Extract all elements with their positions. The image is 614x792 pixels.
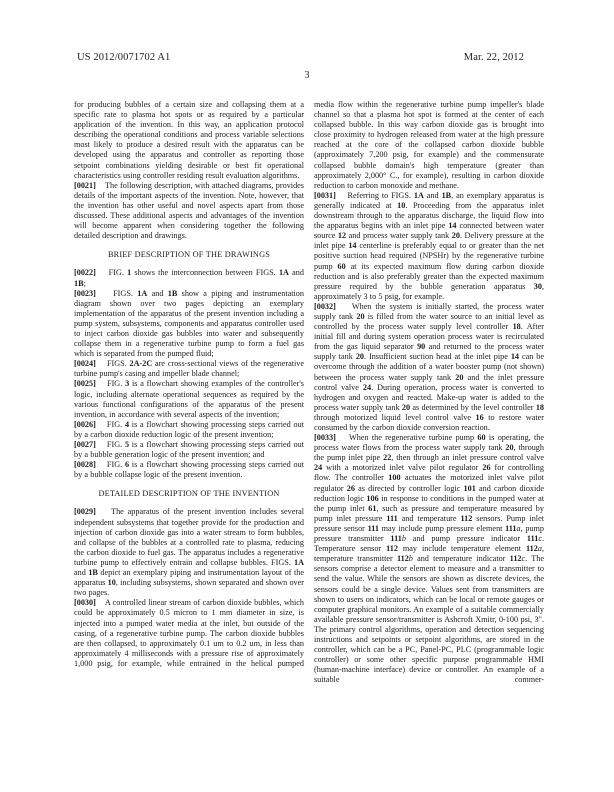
paragraph: [0031] Referring to FIGS. 1A and 1B, an exemplary apparatus is generally indicated at 10. Proceeding from the apparatus inlet downstream through to the apparatus discharge, the liquid flow into the apparatus begins with an inlet pipe 14 connected between water source 12 and process water supply tank 20. Delivery pressure at the inlet pipe 14 centerline is preferably equal to or greater than the net positive suction head required (NPSHr) by the regenerative turbine pump 60 at its expected maximum flow during carbon dioxide reduction and is also preferably greater than the expected maximum pressure required by the bubble generation apparatus 30, approximately 3 to 5 psig, for example. xyxy=(314,190,544,301)
paragraph: [0032] When the system is initially started, the process water supply tank 20 is filled from the water source to an initial level as controlled by the process water supply level controller 18. After initial fill and during system operation process water is recirculated from the gas liquid separator 90 and returned to the process water supply tank 20. Insufficient suction head at the inlet pipe 14 can be overcome through the addition of a water booster pump (not shown) between the process water supply tank 20 and the inlet pressure control valve 24. During operation, process water is converted to hydrogen and oxygen and reacted. Make-up water is added to the process water supply tank 20 as determined by the level controller 18 through motorized liquid level control valve 16 to restore water consumed by the carbon dioxide conversion reaction. xyxy=(314,301,545,432)
paragraph-number: [0031] xyxy=(314,190,336,200)
section-heading: BRIEF DESCRIPTION OF THE DRAWINGS xyxy=(108,250,270,260)
paragraph-number: [0028] xyxy=(74,460,96,470)
paragraph-number: [0030] xyxy=(74,598,96,608)
paragraph-number: [0027] xyxy=(74,440,96,449)
paragraph: [0027] FIG. 5 is a flowchart showing processing steps carried out by a bubble generation logic of the present invention; and xyxy=(74,440,305,460)
paragraph-number: [0021] xyxy=(74,180,96,190)
paragraph: [0028] FIG. 6 is a flowchart showing processing steps carried out by a bubble collapse logic of the present invention. xyxy=(74,460,305,480)
section-heading: DETAILED DESCRIPTION OF THE INVENTION xyxy=(98,489,280,499)
paragraph: [0026] FIG. 4 is a flowchart showing processing steps carried out by a carbon dioxide reduction logic of the present invention; xyxy=(74,419,305,439)
paragraph: [0023] FIGS. 1A and 1B show a piping and instrumentation diagram shown over two pages depicting an exemplary implementation of the apparatus of the present invention including a pump system, subsystems, components and apparatus controller used to inject carbon dioxide gas bubbles into water and subsequently collapse them in a regenerative turbine pump to form a fuel gas which is separated from the pumped fluid; xyxy=(74,288,304,359)
text-column-left xyxy=(74,100,304,685)
paragraph-number: [0023] xyxy=(74,288,96,298)
paragraph-number: [0033] xyxy=(314,433,336,443)
page-number: 3 xyxy=(304,70,310,81)
paragraph: media flow within the regenerative turbine pump impeller's blade channel so that a plasma hot spot is formed at the center of each collapsed bubble. In this way carbon dioxide gas is brought into close proximity to hydrogen released from water at the high pressure reached at the core of the collapsed carbon dioxide bubble (approximately 7,200 psig, for example) and the commensurate collapsed bubble domain's high temperature (greater than approximately 2,000° C., for example), resulting in carbon dioxide reduction to carbon monoxide and methane. xyxy=(314,100,544,190)
paragraph: [0024] FIGS. 2A-2C are cross-sectional views of the regenerative turbine pump's casing and impeller blade channel; xyxy=(74,359,304,379)
paragraph-number: [0025] xyxy=(74,379,96,389)
paragraph: [0022] FIG. 1 shows the interconnection between FIGS. 1A and 1B; xyxy=(74,268,304,288)
paragraph-number: [0026] xyxy=(74,419,96,429)
paragraph-number: [0032] xyxy=(314,301,336,311)
paragraph: [0033] When the regenerative turbine pump 60 is operating, the process water flows from the process water supply tank 20, through the pump inlet pipe 22, then through an inlet pressure control valve 24 with a motorized inlet valve pilot regulator 26 for controlling flow. The controller 100 actuates the motorized inlet valve pilot regulator 26 as directed by controller logic 101 and carbon dioxide reduction logic 106 in response to conditions in the pumped water at the pump inlet 61, such as pressure and temperature measured by pump inlet pressure 111 and temperature 112 sensors. Pump inlet pressure sensor 111 may include pump pressure element 111a, pump pressure transmitter 111b and pump pressure indicator 111c. Temperature sensor 112 may include temperature element 112a, temperature transmitter 112b and temperature indicator 112c. The sensors comprise a detector element to measure and a transmitter to send the value. While the sensors are shown as discrete devices, the sensors could be a single device. Values sent from transmitters are shown to users on indicators, which can be local or remote gauges or computer graphical monitors. An example of a suitable commercially available pressure sensor/transmitter is Ashcroft Xmitr, 0-100 psi, 3". The primary control algorithms, operation and detection sequencing instructions and setpoints or setpoint algorithms, are stored in the controller, which can be a PC, Panel-PC, PLC (programmable logic controller) or some other specific purpose programmable HMI (human-machine interface) device or controller. An example of a suitable commer- xyxy=(314,433,545,685)
publication-number: US 2012/0071702 A1 xyxy=(77,52,171,63)
text-column-right xyxy=(314,100,544,685)
paragraph: for producing bubbles of a certain size and collapsing them at a specific rate to plasma hot spots or as required by a particular application of the invention. In this way, an application protocol describing the operational conditions and process variable selections most likely to produce a desired result with the apparatus can be developed using the apparatus and controller as reporting those setpoint combinations yielding desirable or best fit operational characteristics using controller residing result evaluation algorithms. xyxy=(74,100,304,180)
paragraph: [0025] FIG. 3 is a flowchart showing examples of the controller's logic, including alternate operational sequences as required by the various functional configurations of the apparatus of the present invention, in accordance with several aspects of the invention; xyxy=(74,379,304,419)
publication-date: Mar. 22, 2012 xyxy=(463,52,524,63)
paragraph-number: [0022] xyxy=(74,268,96,278)
paragraph: [0030] A controlled linear stream of carbon dioxide bubbles, which could be approximately 0.5 micron to 1 mm diameter in size, is injected into a pumped water media at the inlet, but outside of the casing, of a regenerative turbine pump. The carbon dioxide bubbles are then collapsed, to approximately 0.1 um to 0.2 um, in less than approximately 4 milliseconds with a pressure rise of approximately 1,000 psig, for example, while entrained in the helical pumped xyxy=(74,598,304,668)
paragraph: [0029] The apparatus of the present invention includes several independent subsystems that together provide for the production and injection of carbon dioxide gas into a water stream to form bubbles, and collapse of the bubbles at a controlled rate to plasma, reducing the carbon dioxide to fuel gas. The apparatus includes a regenerative turbine pump to effectively entrain and collapse bubbles. FIGS. 1A and 1B depict an exemplary piping and instrumentation layout of the apparatus 10, including subsystems, shown separated and shown over two pages. xyxy=(74,507,304,598)
text-columns xyxy=(74,100,544,685)
paragraph-number: [0024] xyxy=(74,359,96,369)
running-header xyxy=(77,52,524,64)
paragraph: [0021] The following description, with attached diagrams, provides details of the important aspects of the invention. Note, however, that the invention has other useful and novel aspects apart from those discussed. These additional aspects and advantages of the invention will become apparent when considering together the following detailed description and drawings. xyxy=(74,180,304,241)
paragraph-number: [0029] xyxy=(74,507,96,517)
